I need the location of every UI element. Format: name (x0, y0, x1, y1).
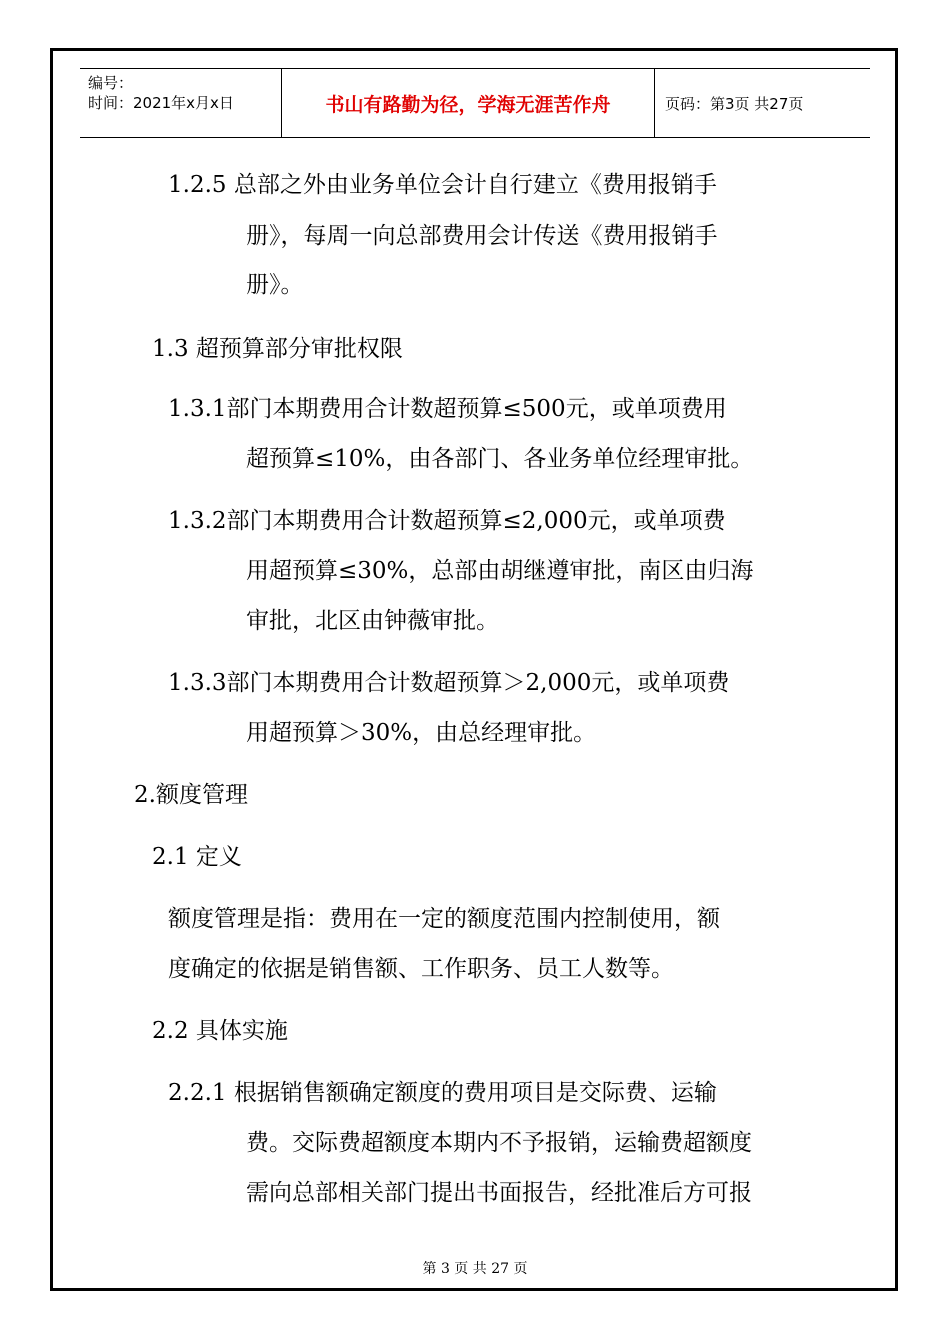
body-line: 费。交际费超额度本期内不予报销，运输费超额度 (246, 1130, 752, 1156)
body-line: 用超预算＞30%，由总经理审批。 (246, 720, 597, 746)
page-header (80, 68, 870, 138)
body-line: 册》，每周一向总部费用会计传送《费用报销手 (246, 223, 718, 249)
body-line: 1.3.1部门本期费用合计数超预算≤500元，或单项费用 (168, 396, 727, 422)
header-date: 时间：2021年x月x日 (88, 94, 234, 112)
body-line: 需向总部相关部门提出书面报告，经批准后方可报 (246, 1180, 752, 1206)
body-line: 额度管理是指：费用在一定的额度范围内控制使用，额 (168, 906, 720, 932)
body-line: 2.2 具体实施 (152, 1018, 288, 1044)
header-number: 编号： (88, 74, 134, 92)
page-footer: 第 3 页 共 27 页 (422, 1261, 528, 1277)
body-line: 2.2.1 根据销售额确定额度的费用项目是交际费、运输 (168, 1080, 717, 1106)
body-line: 册》。 (246, 272, 304, 298)
body-line: 1.2.5 总部之外由业务单位会计自行建立《费用报销手 (168, 172, 717, 198)
header-page-info: 页码：第3页 共27页 (665, 94, 804, 113)
header-meta (80, 69, 282, 137)
body-line: 用超预算≤30%，总部由胡继遵审批，南区由归海 (246, 558, 754, 584)
body-line: 1.3 超预算部分审批权限 (152, 336, 403, 362)
body-line: 2.1 定义 (152, 844, 242, 870)
body-line: 超预算≤10%，由各部门、各业务单位经理审批。 (246, 446, 754, 472)
body-line: 1.3.3部门本期费用合计数超预算＞2,000元，或单项费 (168, 670, 730, 696)
section-heading: 2.额度管理 (134, 782, 248, 808)
body-line: 审批，北区由钟薇审批。 (246, 608, 499, 634)
header-motto: 书山有路勤为径，学海无涯苦作舟 (282, 69, 655, 137)
body-line: 1.3.2部门本期费用合计数超预算≤2,000元，或单项费 (168, 508, 726, 534)
body-line: 度确定的依据是销售额、工作职务、员工人数等。 (168, 956, 674, 982)
